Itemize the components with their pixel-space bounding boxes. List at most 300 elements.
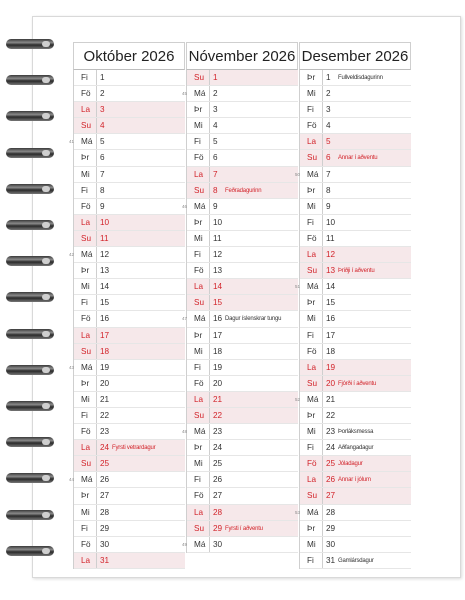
day-row <box>187 183 298 199</box>
weekday-abbrev: Þr <box>194 105 203 115</box>
column-divider <box>322 295 323 310</box>
weekday-abbrev: Má <box>307 507 319 517</box>
day-number: 27 <box>326 491 336 501</box>
column-divider <box>96 295 97 310</box>
day-number: 2 <box>326 89 331 99</box>
day-row <box>74 263 185 279</box>
column-divider <box>322 360 323 375</box>
weekday-abbrev: Fi <box>81 410 88 420</box>
day-number: 26 <box>326 475 336 485</box>
day-row <box>74 440 185 456</box>
day-row <box>187 408 298 424</box>
day-row <box>74 311 185 327</box>
column-divider <box>96 183 97 198</box>
weekday-abbrev: Þr <box>81 266 90 276</box>
day-number: 8 <box>326 185 331 195</box>
weekday-abbrev: Þr <box>81 491 90 501</box>
day-number: 29 <box>100 523 110 533</box>
column-divider <box>209 263 210 278</box>
column-divider <box>209 70 210 85</box>
weekday-abbrev: Mi <box>307 201 316 211</box>
day-number: 23 <box>213 427 223 437</box>
day-number: 24 <box>100 443 110 453</box>
binding-ring <box>6 73 56 87</box>
column-divider <box>96 392 97 407</box>
column-divider <box>96 408 97 423</box>
day-number: 26 <box>213 475 223 485</box>
day-number: 12 <box>100 250 110 260</box>
day-number: 15 <box>100 298 110 308</box>
column-divider <box>209 392 210 407</box>
column-divider <box>96 150 97 165</box>
day-row <box>74 376 185 392</box>
day-number: 16 <box>213 314 223 324</box>
day-row <box>187 505 298 521</box>
binding-ring <box>6 435 56 449</box>
column-divider <box>209 247 210 262</box>
day-row <box>300 311 411 327</box>
column-divider <box>96 537 97 552</box>
column-divider <box>96 472 97 487</box>
day-row <box>300 553 411 569</box>
day-list <box>68 70 185 569</box>
day-number: 16 <box>100 314 110 324</box>
weekday-abbrev: Má <box>81 475 93 485</box>
weekday-abbrev: Má <box>194 539 206 549</box>
day-row <box>74 456 185 472</box>
day-number: 4 <box>213 121 218 131</box>
day-number: 21 <box>213 394 223 404</box>
column-divider <box>322 118 323 133</box>
day-row <box>181 311 298 327</box>
day-row <box>74 279 185 295</box>
day-row <box>300 328 411 344</box>
month-column-december <box>294 42 411 569</box>
day-number: 23 <box>326 427 336 437</box>
weekday-abbrev: Mi <box>81 282 90 292</box>
weekday-abbrev: Su <box>307 378 318 388</box>
weekday-abbrev: Fi <box>307 443 314 453</box>
column-divider <box>96 328 97 343</box>
column-divider <box>96 360 97 375</box>
event-label: Þriðji í aðventu <box>338 268 375 275</box>
day-row <box>187 360 298 376</box>
day-list <box>294 70 411 569</box>
day-row <box>300 263 411 279</box>
column-divider <box>209 472 210 487</box>
week-number: 45 <box>181 91 187 97</box>
weekday-abbrev: Mi <box>307 539 316 549</box>
weekday-abbrev: Fö <box>194 378 204 388</box>
weekday-abbrev: Má <box>307 169 319 179</box>
day-number: 18 <box>326 346 336 356</box>
day-number: 23 <box>100 427 110 437</box>
weekday-abbrev: Má <box>307 394 319 404</box>
day-number: 21 <box>326 394 336 404</box>
day-number: 10 <box>100 217 110 227</box>
day-row <box>300 183 411 199</box>
weekday-abbrev: Þr <box>307 410 316 420</box>
column-divider <box>322 279 323 294</box>
weekday-abbrev: Mi <box>81 394 90 404</box>
weekday-abbrev: La <box>81 555 91 565</box>
column-divider <box>96 167 97 182</box>
column-divider <box>209 328 210 343</box>
day-row <box>74 392 185 408</box>
binding-ring <box>6 544 56 558</box>
column-divider <box>96 553 97 568</box>
column-divider <box>322 440 323 455</box>
weekday-abbrev: Su <box>194 523 205 533</box>
weekday-abbrev: Mi <box>81 169 90 179</box>
column-divider <box>322 553 323 568</box>
day-number: 4 <box>326 121 331 131</box>
weekday-abbrev: Mi <box>194 346 203 356</box>
day-row <box>68 247 185 263</box>
day-number: 2 <box>100 89 105 99</box>
column-divider <box>322 183 323 198</box>
day-number: 19 <box>100 362 110 372</box>
column-divider <box>209 424 210 439</box>
column-divider <box>209 537 210 552</box>
day-number: 13 <box>326 266 336 276</box>
day-row <box>300 344 411 360</box>
day-number: 6 <box>213 153 218 163</box>
day-row <box>300 440 411 456</box>
week-number: 49 <box>181 541 187 547</box>
day-number: 22 <box>326 410 336 420</box>
spiral-binding <box>0 0 60 600</box>
day-number: 12 <box>326 250 336 260</box>
day-row <box>300 231 411 247</box>
weekday-abbrev: Fö <box>307 121 317 131</box>
month-title: Nóvember 2026 <box>186 42 298 70</box>
day-number: 24 <box>213 443 223 453</box>
week-number: 43 <box>68 364 74 370</box>
weekday-abbrev: Þr <box>194 330 203 340</box>
day-row <box>187 134 298 150</box>
weekday-abbrev: Fi <box>307 330 314 340</box>
day-row <box>300 247 411 263</box>
weekday-abbrev: Fö <box>81 314 91 324</box>
binding-ring <box>6 254 56 268</box>
weekday-abbrev: Fö <box>194 153 204 163</box>
day-row <box>300 199 411 215</box>
day-row <box>74 150 185 166</box>
day-row <box>187 440 298 456</box>
day-number: 18 <box>213 346 223 356</box>
column-divider <box>96 456 97 471</box>
column-divider <box>209 521 210 536</box>
column-divider <box>322 408 323 423</box>
day-number: 11 <box>213 233 222 243</box>
month-column-november <box>181 42 298 553</box>
day-list <box>181 70 298 553</box>
event-label: Gamlársdagur <box>338 557 374 564</box>
day-row <box>74 521 185 537</box>
column-divider <box>96 344 97 359</box>
day-number: 15 <box>213 298 223 308</box>
week-number: 53 <box>294 509 300 515</box>
day-number: 20 <box>213 378 223 388</box>
weekday-abbrev: Fi <box>81 298 88 308</box>
weekday-abbrev: Þr <box>307 298 316 308</box>
column-divider <box>96 505 97 520</box>
weekday-abbrev: Þr <box>194 217 203 227</box>
day-row <box>187 472 298 488</box>
day-number: 9 <box>100 201 105 211</box>
column-divider <box>209 183 210 198</box>
weekday-abbrev: Fi <box>81 73 88 82</box>
column-divider <box>209 456 210 471</box>
column-divider <box>209 167 210 182</box>
binding-ring <box>6 290 56 304</box>
weekday-abbrev: Fi <box>307 217 314 227</box>
day-number: 25 <box>213 459 223 469</box>
day-row <box>74 537 185 553</box>
day-number: 30 <box>213 539 223 549</box>
week-number: 52 <box>294 396 300 402</box>
column-divider <box>209 488 210 503</box>
day-row <box>187 392 298 408</box>
column-divider <box>209 360 210 375</box>
day-number: 11 <box>100 233 109 243</box>
weekday-abbrev: Fi <box>307 555 314 565</box>
binding-ring <box>6 109 56 123</box>
weekday-abbrev: Þr <box>194 443 203 453</box>
day-row <box>187 118 298 134</box>
column-divider <box>322 215 323 230</box>
day-row <box>181 86 298 102</box>
day-row <box>300 424 411 440</box>
day-number: 31 <box>326 555 336 565</box>
column-divider <box>322 472 323 487</box>
day-number: 27 <box>100 491 110 501</box>
binding-ring <box>6 399 56 413</box>
column-divider <box>209 376 210 391</box>
day-number: 20 <box>326 378 336 388</box>
column-divider <box>96 70 97 85</box>
weekday-abbrev: Su <box>307 153 318 163</box>
event-label: Feðradagurinn <box>225 187 262 194</box>
weekday-abbrev: Fö <box>194 266 204 276</box>
week-number: 46 <box>181 203 187 209</box>
weekday-abbrev: Fö <box>307 459 317 469</box>
column-divider <box>322 392 323 407</box>
column-divider <box>209 231 210 246</box>
day-row <box>187 376 298 392</box>
day-number: 6 <box>326 153 331 163</box>
column-divider <box>96 521 97 536</box>
day-row <box>300 472 411 488</box>
column-divider <box>322 167 323 182</box>
weekday-abbrev: Su <box>194 410 205 420</box>
day-row <box>187 488 298 504</box>
day-row <box>294 505 411 521</box>
weekday-abbrev: Su <box>81 121 92 131</box>
event-label: Þorláksmessa <box>338 429 374 436</box>
column-divider <box>96 102 97 117</box>
week-number: 50 <box>294 171 300 177</box>
day-row <box>300 488 411 504</box>
event-label: Aðfangadagur <box>338 445 374 452</box>
column-divider <box>209 150 210 165</box>
column-divider <box>322 424 323 439</box>
day-number: 28 <box>326 507 336 517</box>
column-divider <box>96 118 97 133</box>
day-number: 8 <box>100 185 105 195</box>
week-number: 47 <box>181 316 187 322</box>
column-divider <box>209 408 210 423</box>
binding-ring <box>6 146 56 160</box>
day-row <box>74 408 185 424</box>
day-number: 5 <box>100 137 105 147</box>
binding-ring <box>6 182 56 196</box>
day-row <box>187 167 298 183</box>
week-number: 41 <box>68 139 74 145</box>
day-row <box>300 456 411 472</box>
day-number: 6 <box>100 153 105 163</box>
weekday-abbrev: Mi <box>194 121 203 131</box>
column-divider <box>322 247 323 262</box>
day-number: 17 <box>326 330 336 340</box>
event-label: Annar í jólum <box>338 477 371 484</box>
day-row <box>68 472 185 488</box>
weekday-abbrev: Fi <box>81 185 88 195</box>
month-title: Desember 2026 <box>299 42 411 70</box>
day-number: 2 <box>213 89 218 99</box>
day-number: 1 <box>326 73 331 82</box>
column-divider <box>96 199 97 214</box>
day-row <box>294 392 411 408</box>
day-row <box>74 199 185 215</box>
day-number: 14 <box>100 282 110 292</box>
day-number: 31 <box>100 555 110 565</box>
column-divider <box>96 263 97 278</box>
weekday-abbrev: Fö <box>81 89 91 99</box>
day-number: 7 <box>100 169 105 179</box>
day-row <box>181 424 298 440</box>
column-divider <box>96 440 97 455</box>
event-label: Jóladagur <box>338 461 363 468</box>
event-label: Annar í aðventu <box>338 155 378 162</box>
weekday-abbrev: Su <box>194 73 205 82</box>
day-number: 25 <box>326 459 336 469</box>
day-number: 7 <box>213 169 218 179</box>
binding-ring <box>6 363 56 377</box>
weekday-abbrev: La <box>307 250 317 260</box>
weekday-abbrev: Mi <box>81 507 90 517</box>
weekday-abbrev: Þr <box>307 73 316 82</box>
day-number: 15 <box>326 298 336 308</box>
day-row <box>187 102 298 118</box>
column-divider <box>209 86 210 101</box>
binding-ring <box>6 471 56 485</box>
day-row <box>300 102 411 118</box>
day-row <box>187 247 298 263</box>
weekday-abbrev: Fö <box>81 427 91 437</box>
day-row <box>187 263 298 279</box>
weekday-abbrev: Mi <box>307 89 316 99</box>
weekday-abbrev: Fi <box>194 362 201 372</box>
day-row <box>187 231 298 247</box>
day-number: 30 <box>326 539 336 549</box>
day-row <box>187 295 298 311</box>
day-number: 19 <box>213 362 223 372</box>
weekday-abbrev: La <box>81 217 91 227</box>
column-divider <box>322 199 323 214</box>
day-number: 22 <box>100 410 110 420</box>
day-number: 17 <box>100 330 110 340</box>
day-number: 13 <box>100 266 110 276</box>
column-divider <box>322 328 323 343</box>
day-number: 29 <box>213 523 223 533</box>
day-row <box>74 102 185 118</box>
day-number: 16 <box>326 314 336 324</box>
day-row <box>74 215 185 231</box>
day-row <box>68 134 185 150</box>
day-number: 30 <box>100 539 110 549</box>
weekday-abbrev: La <box>194 394 204 404</box>
weekday-abbrev: La <box>81 105 91 115</box>
day-row <box>74 118 185 134</box>
day-number: 1 <box>213 73 218 82</box>
day-number: 28 <box>100 507 110 517</box>
column-divider <box>209 344 210 359</box>
day-row <box>74 86 185 102</box>
weekday-abbrev: Fö <box>194 491 204 501</box>
day-number: 18 <box>100 346 110 356</box>
weekday-abbrev: Má <box>194 427 206 437</box>
event-label: Fyrsti í aðventu <box>225 525 263 532</box>
weekday-abbrev: Mi <box>307 427 316 437</box>
weekday-abbrev: La <box>307 362 317 372</box>
day-row <box>74 183 185 199</box>
column-divider <box>322 263 323 278</box>
week-number: 42 <box>68 252 74 258</box>
column-divider <box>96 215 97 230</box>
column-divider <box>322 70 323 85</box>
column-divider <box>322 537 323 552</box>
column-divider <box>209 199 210 214</box>
day-row <box>300 376 411 392</box>
weekday-abbrev: Þr <box>81 153 90 163</box>
day-number: 14 <box>213 282 223 292</box>
day-number: 5 <box>213 137 218 147</box>
day-row <box>300 118 411 134</box>
month-title: Október 2026 <box>73 42 185 70</box>
column-divider <box>96 247 97 262</box>
day-number: 12 <box>213 250 223 260</box>
column-divider <box>322 505 323 520</box>
weekday-abbrev: Su <box>81 233 92 243</box>
day-row <box>294 167 411 183</box>
day-number: 3 <box>326 105 331 115</box>
column-divider <box>209 505 210 520</box>
day-number: 17 <box>213 330 223 340</box>
day-number: 21 <box>100 394 110 404</box>
day-row <box>187 328 298 344</box>
day-number: 26 <box>100 475 110 485</box>
column-divider <box>322 456 323 471</box>
weekday-abbrev: Má <box>194 201 206 211</box>
day-number: 28 <box>213 507 223 517</box>
day-row <box>187 279 298 295</box>
day-row <box>187 521 298 537</box>
column-divider <box>96 488 97 503</box>
day-row <box>300 521 411 537</box>
column-divider <box>96 134 97 149</box>
